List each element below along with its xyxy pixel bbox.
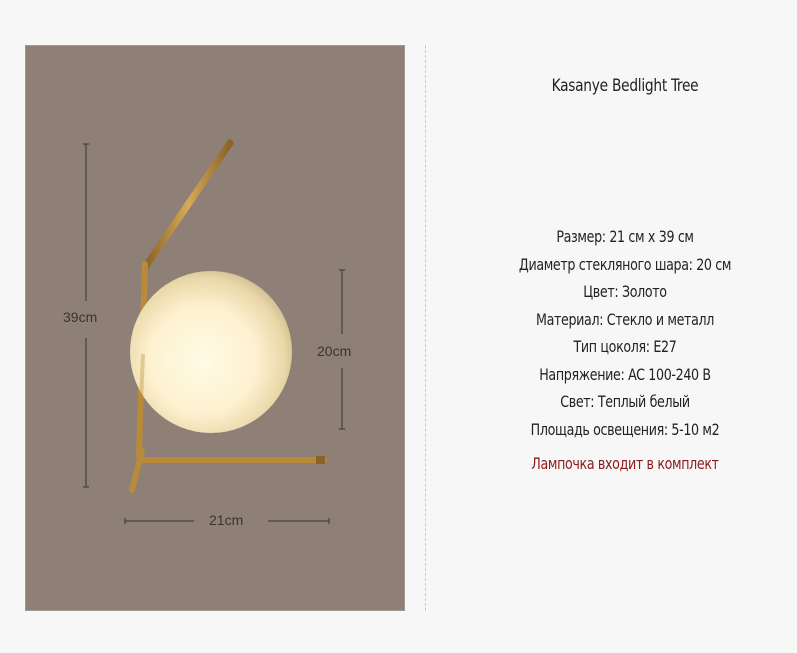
divider xyxy=(425,45,426,611)
bulb-included-note: Лампочка входит в комплект xyxy=(531,454,719,473)
width-label: 21cm xyxy=(209,512,244,528)
spec-item-material: Материал: Стекло и металл xyxy=(536,309,714,329)
globe-diameter-label: 20cm xyxy=(317,343,352,359)
spec-item-globe-diameter: Диаметр стекляного шара: 20 см xyxy=(518,254,732,274)
spec-item-voltage: Напряжение: AC 100-240 В xyxy=(539,364,711,384)
spec-list xyxy=(440,223,797,443)
product-title: Kasanye Bedlight Tree xyxy=(551,76,699,96)
spec-item-area: Площадь освещения: 5-10 м2 xyxy=(530,419,720,439)
glass-globe xyxy=(130,271,292,433)
height-label: 39cm xyxy=(63,309,98,325)
spec-item-light: Свет: Теплый белый xyxy=(560,392,690,411)
spec-item-color: Цвет: Золото xyxy=(583,282,667,301)
spec-item-size: Размер: 21 см х 39 см xyxy=(556,227,694,246)
spec-item-socket: Тип цоколя: E27 xyxy=(573,337,677,356)
product-photo xyxy=(25,45,405,611)
